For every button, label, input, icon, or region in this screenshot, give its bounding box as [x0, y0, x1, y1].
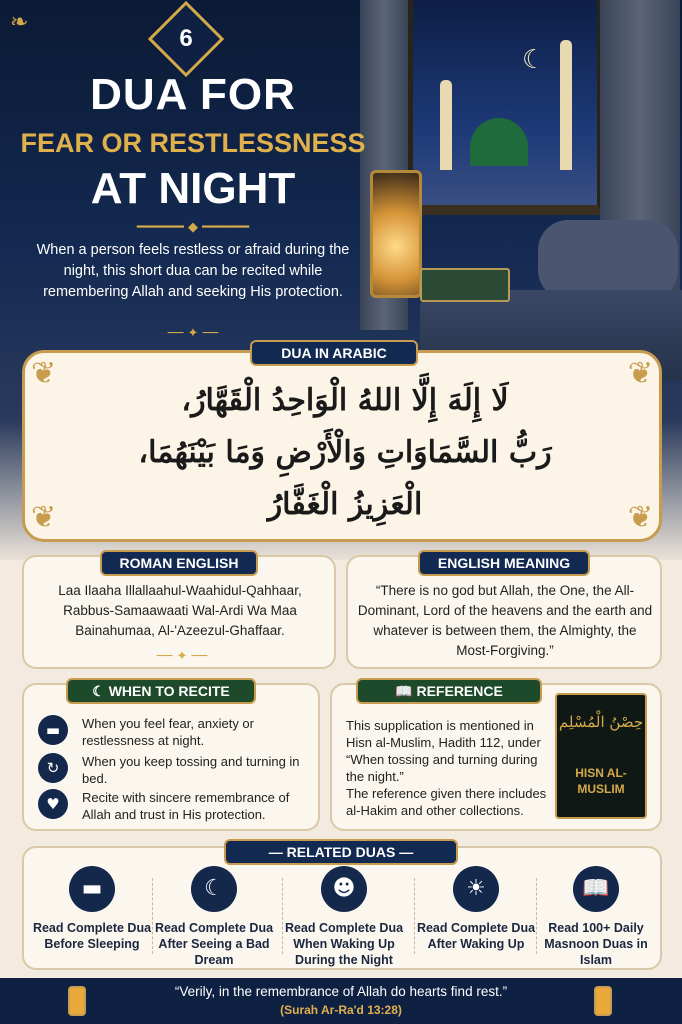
english-meaning-text: “There is no god but Allah, the One, the All-Dominant, Lord of the heavens and the earth and whatever is between them, the Almighty, the Most-Forgiving.” — [357, 583, 653, 658]
night-window — [405, 0, 605, 215]
recite-item-text: When you feel fear, anxiety or restlessness at night. — [82, 716, 254, 748]
related-dua-link[interactable] — [284, 866, 404, 968]
related-dua-label: Read Complete Dua When Waking Up During the Night — [284, 921, 404, 967]
hisn-al-muslim-book-cover — [555, 693, 647, 819]
book-icon: 📖 — [573, 866, 619, 912]
arabic-line-1: لَا إِلَهَ إِلَّا اللهُ الْوَاحِدُ الْقَهَّارُ، — [181, 383, 509, 418]
book-icon: 📖 — [395, 683, 417, 699]
crescent-moon-icon: ☾ — [522, 45, 546, 75]
pillow — [538, 220, 678, 300]
related-dua-link[interactable] — [154, 866, 274, 968]
heart-icon: ♥ — [38, 789, 68, 819]
reference-card — [330, 683, 662, 831]
arabic-line-3: الْعَزِيزُ الْغَفَّارُ — [267, 487, 423, 522]
title-line-2: FEAR OR RESTLESSNESS — [20, 128, 366, 158]
bed-icon: ▬ — [69, 866, 115, 912]
related-dua-link[interactable] — [536, 866, 656, 968]
corner-ornament-icon: ❧ — [10, 10, 29, 35]
footer-quote-reference: (Surah Ar-Ra'd 13:28) — [280, 1003, 402, 1017]
book-title: HISN AL-MUSLIM — [575, 766, 627, 796]
moon-icon: ☾ — [191, 866, 237, 912]
person-sitting-icon: ☻ — [321, 866, 367, 912]
intro-text: When a person feels restless or afraid during the night, this short dua can be recited while remembering Allah and seeking His protection. — [36, 242, 350, 300]
arabic-dua-text — [55, 375, 635, 531]
related-dua-link[interactable] — [416, 866, 536, 952]
arabic-line-2: رَبُّ السَّمَاوَاتِ وَالْأَرْضِ وَمَا بَيْنَهُمَا، — [138, 435, 552, 470]
related-section-label: — RELATED DUAS — — [224, 839, 458, 865]
corner-ornament-icon: ❦ — [627, 356, 653, 391]
title-line-3: AT NIGHT — [90, 164, 296, 213]
related-dua-label: Read 100+ Daily Masnoon Duas in Islam — [544, 921, 648, 967]
quran-book-icon — [420, 268, 510, 302]
related-dua-label: Read Complete Dua Before Sleeping — [32, 921, 152, 951]
dua-number: 6 — [179, 25, 193, 52]
recite-section-label: ☾ WHEN TO RECITE — [66, 678, 256, 704]
title-line-1: DUA FOR — [90, 70, 296, 119]
minaret-right — [560, 40, 572, 170]
arabic-dua-card — [22, 350, 662, 542]
corner-ornament-icon: ❦ — [31, 356, 57, 391]
corner-ornament-icon: ❦ — [627, 500, 653, 535]
sunrise-icon: ☀ — [453, 866, 499, 912]
divider — [282, 878, 283, 954]
lantern-icon — [594, 986, 612, 1016]
book-arabic-title: حِصْنُ الْمُسْلِم — [558, 713, 644, 731]
arabic-section-label: DUA IN ARABIC — [250, 340, 418, 366]
recite-item — [38, 715, 314, 749]
recite-item-text: When you keep tossing and turning in bed. — [82, 754, 300, 786]
related-dua-label: Read Complete Dua After Waking Up — [416, 921, 536, 951]
divider-ornament-icon: ── ✦ ── — [167, 326, 219, 341]
crescent-moon-icon: ☾ — [92, 683, 109, 699]
recite-item — [38, 789, 314, 823]
recite-item-text: Recite with sincere remembrance of Allah and trust in His protection. — [82, 790, 290, 822]
minaret-left — [440, 80, 452, 170]
divider-ornament-icon: ━━━━━━ ◆ ━━━━━━ — [136, 220, 250, 235]
when-to-recite-card — [22, 683, 320, 831]
divider — [414, 878, 415, 954]
divider-ornament-icon: ── ✦ ── — [156, 649, 208, 664]
bed-icon: ▬ — [38, 715, 68, 745]
related-dua-link[interactable] — [32, 866, 152, 952]
refresh-icon: ↻ — [38, 753, 68, 783]
meaning-section-label: ENGLISH MEANING — [418, 550, 590, 576]
footer-quote-bar — [0, 978, 682, 1024]
roman-english-text: Laa Ilaaha Illallaahul-Waahidul-Qahhaar, Rabbus-Samaawaati Wal-Ardi Wa Maa Bainahumaa, Al-'Azeezul-Ghaffaar. — [58, 583, 302, 638]
reference-text: This supplication is mentioned in Hisn al-Muslim, Hadith 112, under “When tossing and turning during the night.” The reference given there includes al-Hakim and other collections. — [346, 718, 547, 818]
related-dua-label: Read Complete Dua After Seeing a Bad Dream — [154, 921, 274, 967]
divider — [152, 878, 153, 954]
roman-section-label: ROMAN ENGLISH — [100, 550, 258, 576]
footer-quote: “Verily, in the remembrance of Allah do hearts find rest.” — [174, 984, 508, 999]
corner-ornament-icon: ❦ — [31, 500, 57, 535]
reference-section-label: 📖 REFERENCE — [356, 678, 542, 704]
recite-item — [38, 753, 314, 787]
